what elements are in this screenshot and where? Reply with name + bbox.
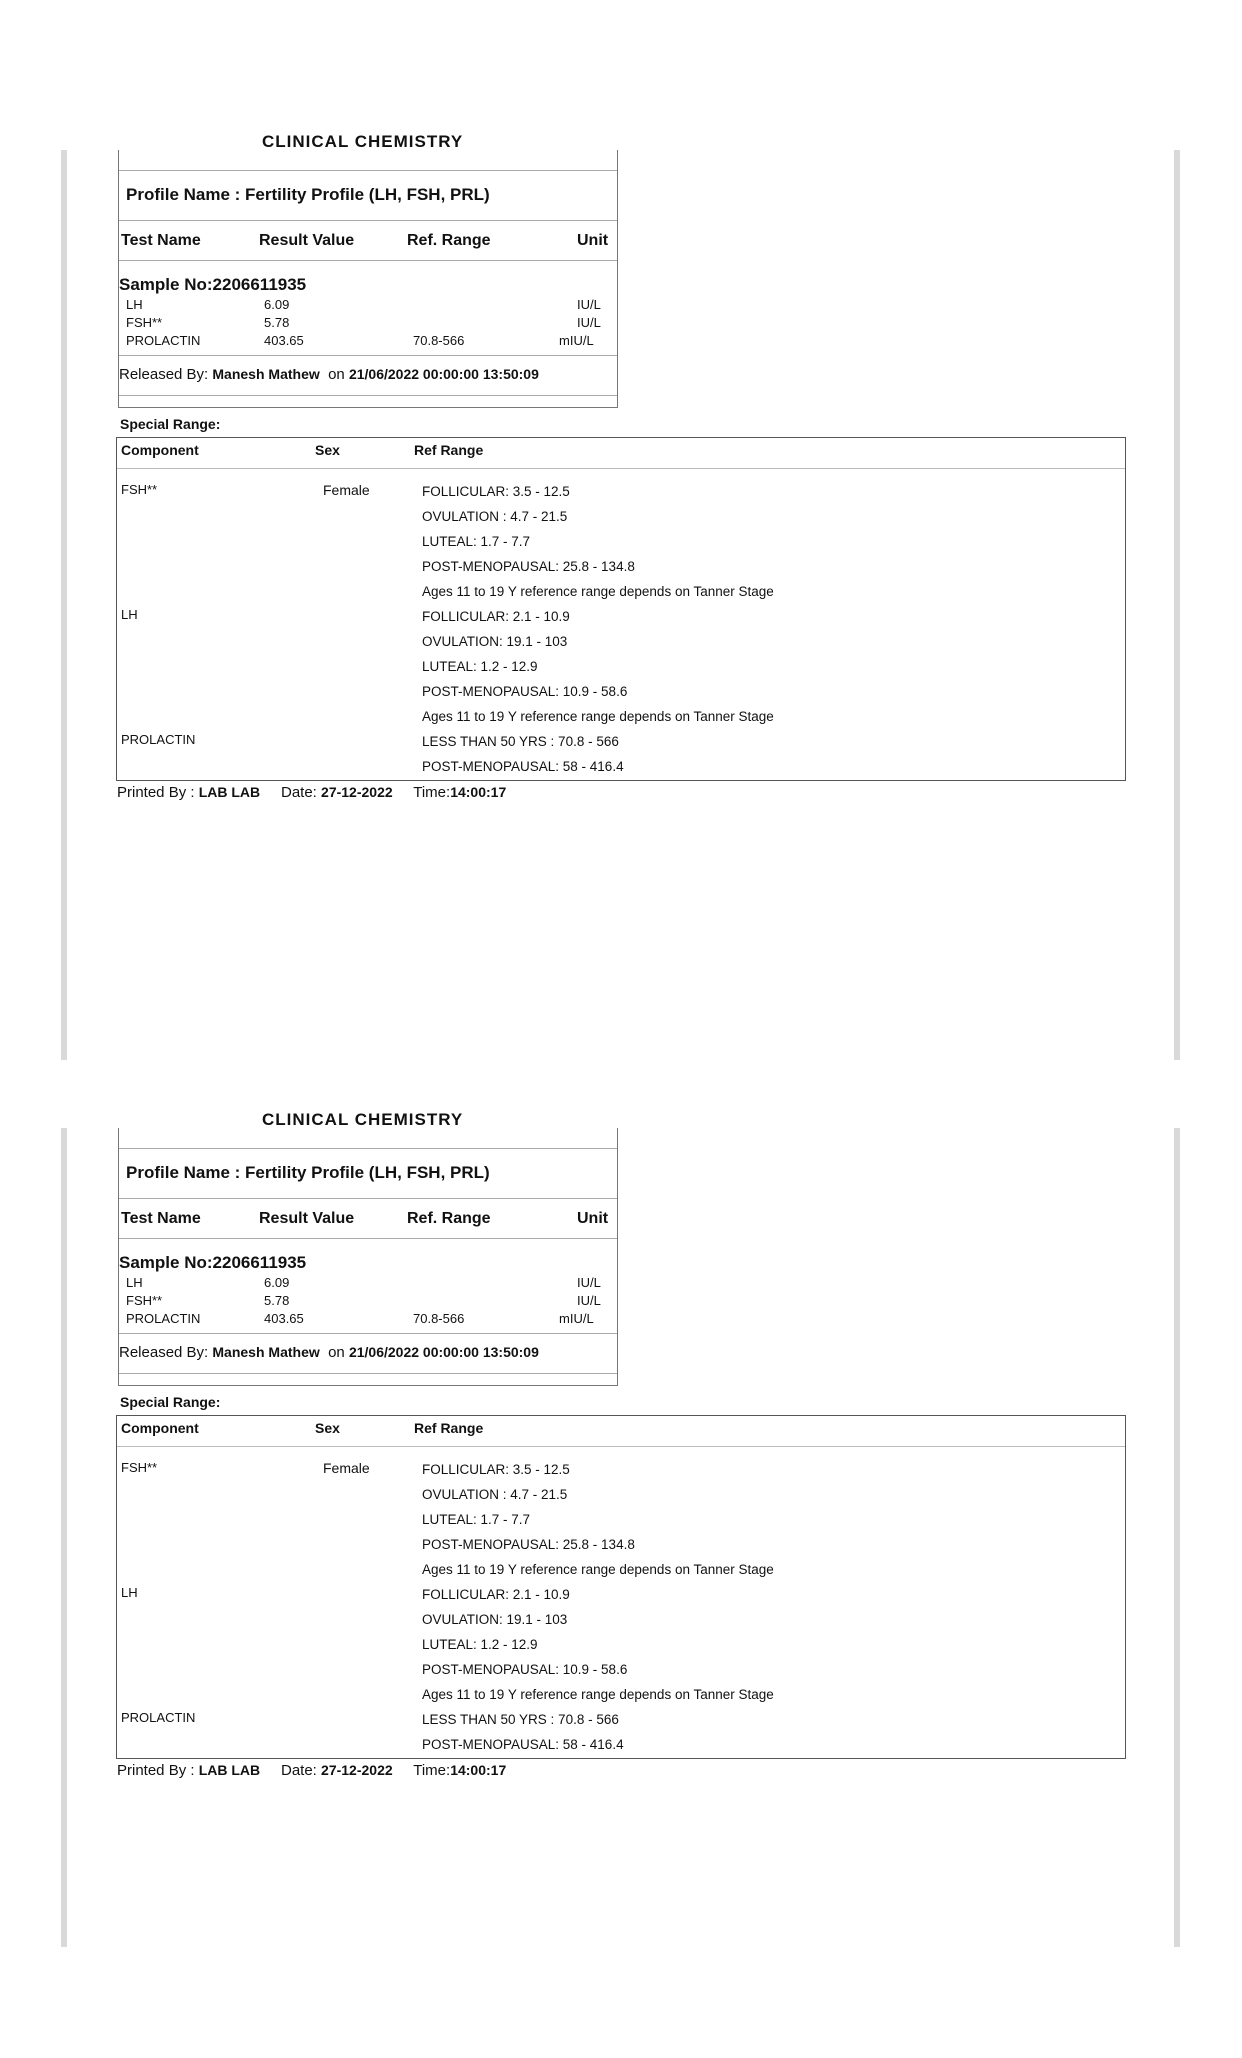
printed-footer: Printed By : LAB LAB Date: 27-12-2022 Time:14:00:17 <box>117 1762 507 1779</box>
result-unit: mIU/L <box>559 333 594 348</box>
profile-name: Profile Name : Fertility Profile (LH, FSH, PRL) <box>126 1163 490 1182</box>
col-sex: Sex <box>315 1420 340 1436</box>
ref-range-line: POST-MENOPAUSAL: 25.8 - 134.8 <box>422 559 635 574</box>
ref-range-line: Ages 11 to 19 Y reference range depends on Tanner Stage <box>422 1687 774 1702</box>
ref-range-line: OVULATION : 4.7 - 21.5 <box>422 1487 568 1502</box>
ref-range-line: FOLLICULAR: 2.1 - 10.9 <box>422 609 570 624</box>
result-name: PROLACTIN <box>126 1311 201 1326</box>
ref-range-line: OVULATION : 4.7 - 21.5 <box>422 509 568 524</box>
ref-range-line: POST-MENOPAUSAL: 58 - 416.4 <box>422 1737 624 1752</box>
result-unit: IU/L <box>577 315 601 330</box>
col-result-value: Result Value <box>259 232 355 249</box>
ref-range-line: POST-MENOPAUSAL: 58 - 416.4 <box>422 759 624 774</box>
sex-female: Female <box>323 1460 370 1476</box>
report-page-2 <box>0 1110 1242 2058</box>
result-value: 6.09 <box>264 1275 290 1290</box>
result-unit: IU/L <box>577 1293 601 1308</box>
ref-range-line: Ages 11 to 19 Y reference range depends on Tanner Stage <box>422 709 774 724</box>
col-component: Component <box>121 1420 199 1436</box>
result-value: 403.65 <box>264 1311 304 1326</box>
result-name: FSH** <box>126 315 163 330</box>
divider <box>119 1373 617 1374</box>
divider <box>119 220 617 221</box>
col-ref-range: Ref Range <box>414 1420 484 1436</box>
col-test-name: Test Name <box>121 1210 201 1227</box>
divider <box>119 1148 617 1149</box>
profile-name: Profile Name : Fertility Profile (LH, FSH, PRL) <box>126 185 490 204</box>
ref-range-line: LESS THAN 50 YRS : 70.8 - 566 <box>422 1712 619 1727</box>
col-result-value: Result Value <box>259 1210 355 1227</box>
result-value: 5.78 <box>264 315 290 330</box>
ref-range-line: LUTEAL: 1.2 - 12.9 <box>422 1637 538 1652</box>
result-value: 5.78 <box>264 1293 290 1308</box>
page-edge-right <box>1174 1128 1180 1947</box>
ref-range-line: Ages 11 to 19 Y reference range depends on Tanner Stage <box>422 584 774 599</box>
result-ref-range: 70.8-566 <box>413 1311 465 1326</box>
result-value: 6.09 <box>264 297 290 312</box>
printed-footer: Printed By : LAB LAB Date: 27-12-2022 Time:14:00:17 <box>117 784 507 801</box>
sample-number: Sample No:2206611935 <box>119 1253 307 1272</box>
ref-range-line: LUTEAL: 1.7 - 7.7 <box>422 534 531 549</box>
divider <box>119 395 617 396</box>
component-fsh: FSH** <box>121 1460 158 1475</box>
ref-range-line: Ages 11 to 19 Y reference range depends on Tanner Stage <box>422 1562 774 1577</box>
col-sex: Sex <box>315 442 340 458</box>
sex-female: Female <box>323 482 370 498</box>
result-name: LH <box>126 1275 143 1290</box>
result-value: 403.65 <box>264 333 304 348</box>
section-title: CLINICAL CHEMISTRY <box>262 1110 464 1129</box>
divider <box>117 1446 1125 1447</box>
ref-range-line: POST-MENOPAUSAL: 25.8 - 134.8 <box>422 1537 635 1552</box>
ref-range-line: POST-MENOPAUSAL: 10.9 - 58.6 <box>422 684 628 699</box>
divider <box>117 468 1125 469</box>
page-edge-left <box>61 1128 67 1947</box>
component-prolactin: PROLACTIN <box>121 732 196 747</box>
result-unit: IU/L <box>577 1275 601 1290</box>
page-edge-right <box>1174 150 1180 1060</box>
component-fsh: FSH** <box>121 482 158 497</box>
result-unit: IU/L <box>577 297 601 312</box>
result-name: PROLACTIN <box>126 333 201 348</box>
page-edge-left <box>61 150 67 1060</box>
ref-range-line: LUTEAL: 1.2 - 12.9 <box>422 659 538 674</box>
report-box <box>118 132 618 408</box>
ref-range-line: FOLLICULAR: 3.5 - 12.5 <box>422 484 570 499</box>
ref-range-line: FOLLICULAR: 3.5 - 12.5 <box>422 1462 570 1477</box>
report-page-1 <box>0 132 1242 1080</box>
col-test-name: Test Name <box>121 232 201 249</box>
section-title: CLINICAL CHEMISTRY <box>262 132 464 151</box>
col-unit: Unit <box>577 232 609 249</box>
result-ref-range: 70.8-566 <box>413 333 465 348</box>
divider <box>119 1198 617 1199</box>
col-unit: Unit <box>577 1210 609 1227</box>
ref-range-line: FOLLICULAR: 2.1 - 10.9 <box>422 1587 570 1602</box>
col-ref-range: Ref. Range <box>407 1210 491 1227</box>
sample-number: Sample No:2206611935 <box>119 275 307 294</box>
component-lh: LH <box>121 607 138 622</box>
component-prolactin: PROLACTIN <box>121 1710 196 1725</box>
released-by: Released By: Manesh Mathew on 21/06/2022 00:00:00 13:50:09 <box>119 1344 539 1361</box>
special-range-table <box>116 437 1126 781</box>
col-ref-range: Ref Range <box>414 442 484 458</box>
divider <box>119 260 617 261</box>
report-box <box>118 1110 618 1386</box>
divider <box>119 1238 617 1239</box>
component-lh: LH <box>121 1585 138 1600</box>
released-by: Released By: Manesh Mathew on 21/06/2022 00:00:00 13:50:09 <box>119 366 539 383</box>
col-component: Component <box>121 442 199 458</box>
ref-range-line: OVULATION: 19.1 - 103 <box>422 1612 568 1627</box>
result-name: FSH** <box>126 1293 163 1308</box>
special-range-label: Special Range: <box>120 1394 221 1410</box>
ref-range-line: LESS THAN 50 YRS : 70.8 - 566 <box>422 734 619 749</box>
col-ref-range: Ref. Range <box>407 232 491 249</box>
result-name: LH <box>126 297 143 312</box>
divider <box>119 1333 617 1334</box>
ref-range-line: OVULATION: 19.1 - 103 <box>422 634 568 649</box>
special-range-table <box>116 1415 1126 1759</box>
ref-range-line: POST-MENOPAUSAL: 10.9 - 58.6 <box>422 1662 628 1677</box>
result-unit: mIU/L <box>559 1311 594 1326</box>
special-range-label: Special Range: <box>120 416 221 432</box>
divider <box>119 170 617 171</box>
ref-range-line: LUTEAL: 1.7 - 7.7 <box>422 1512 531 1527</box>
divider <box>119 355 617 356</box>
